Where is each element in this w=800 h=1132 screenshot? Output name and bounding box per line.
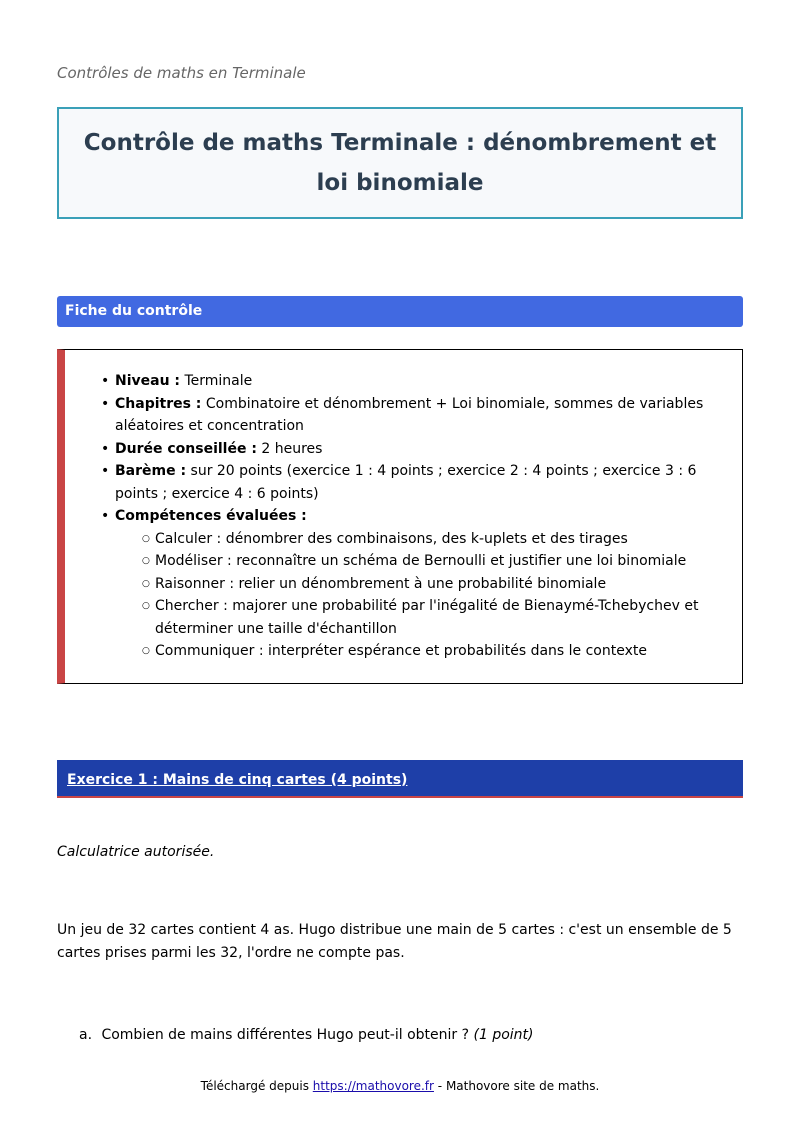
question-points: (1 point) (473, 1027, 534, 1043)
fiche-value: 2 heures (261, 440, 323, 457)
list-item (115, 370, 732, 393)
competence-item: ○ Communiquer : interpréter espérance et probabilités dans le contexte (155, 640, 732, 663)
question-item (79, 1027, 534, 1043)
footer-suffix: - Mathovore site de maths. (437, 1079, 600, 1093)
fiche-label: Compétences évaluées : (115, 508, 307, 524)
fiche-value: Combinatoire et dénombrement + Loi binomiale, sommes de variables aléatoires et concentration (115, 395, 704, 434)
fiche-list (65, 370, 732, 663)
competence-item: ○ Chercher : majorer une probabilité par l'inégalité de Bienaymé-Tchebychev et déterminer une taille d'échantillon (155, 595, 732, 640)
fiche-label: Durée conseillée : (115, 440, 257, 457)
document-title-box (57, 107, 743, 219)
question-text: Combien de mains différentes Hugo peut-il obtenir ? (101, 1027, 470, 1043)
fiche-label: Chapitres : (115, 395, 202, 412)
exercise-statement: Un jeu de 32 cartes contient 4 as. Hugo distribue une main de 5 cartes : c'est un ensemble de 5 cartes prises parmi les 32, l'ordre ne compte pas. (57, 922, 732, 961)
fiche-panel (57, 349, 743, 684)
list-item (115, 460, 732, 505)
fiche-value: Terminale (184, 373, 253, 389)
calculator-note: Calculatrice autorisée. (57, 844, 215, 860)
exercise-heading-link[interactable]: Exercice 1 : Mains de cinq cartes (4 points) (67, 772, 408, 788)
competence-item: ○ Calculer : dénombrer des combinaisons, des k-uplets et des tirages (155, 528, 732, 551)
document-title: Contrôle de maths Terminale : dénombrement et loi binomiale (83, 130, 717, 196)
competence-item: ○ Modéliser : reconnaître un schéma de Bernoulli et justifier une loi binomiale (155, 550, 732, 573)
fiche-value: sur 20 points (exercice 1 : 4 points ; exercice 2 : 4 points ; exercice 3 : 6 points ; exercice 4 : 6 points) (115, 463, 697, 502)
competences-list (115, 528, 732, 663)
fiche-heading: Fiche du contrôle (57, 296, 743, 327)
exercise-heading-bar (57, 760, 743, 798)
list-item (115, 438, 732, 461)
fiche-label: Barème : (115, 463, 187, 479)
footer-link[interactable]: https://mathovore.fr (312, 1079, 434, 1093)
page-footer (0, 1079, 800, 1093)
list-item (115, 505, 732, 663)
competence-item: ○ Raisonner : relier un dénombrement à une probabilité binomiale (155, 573, 732, 596)
question-marker: a. (79, 1027, 93, 1043)
site-header-title: Contrôles de maths en Terminale (57, 64, 306, 82)
list-item (115, 393, 732, 438)
fiche-label: Niveau : (115, 373, 181, 389)
footer-prefix: Téléchargé depuis (200, 1079, 309, 1093)
